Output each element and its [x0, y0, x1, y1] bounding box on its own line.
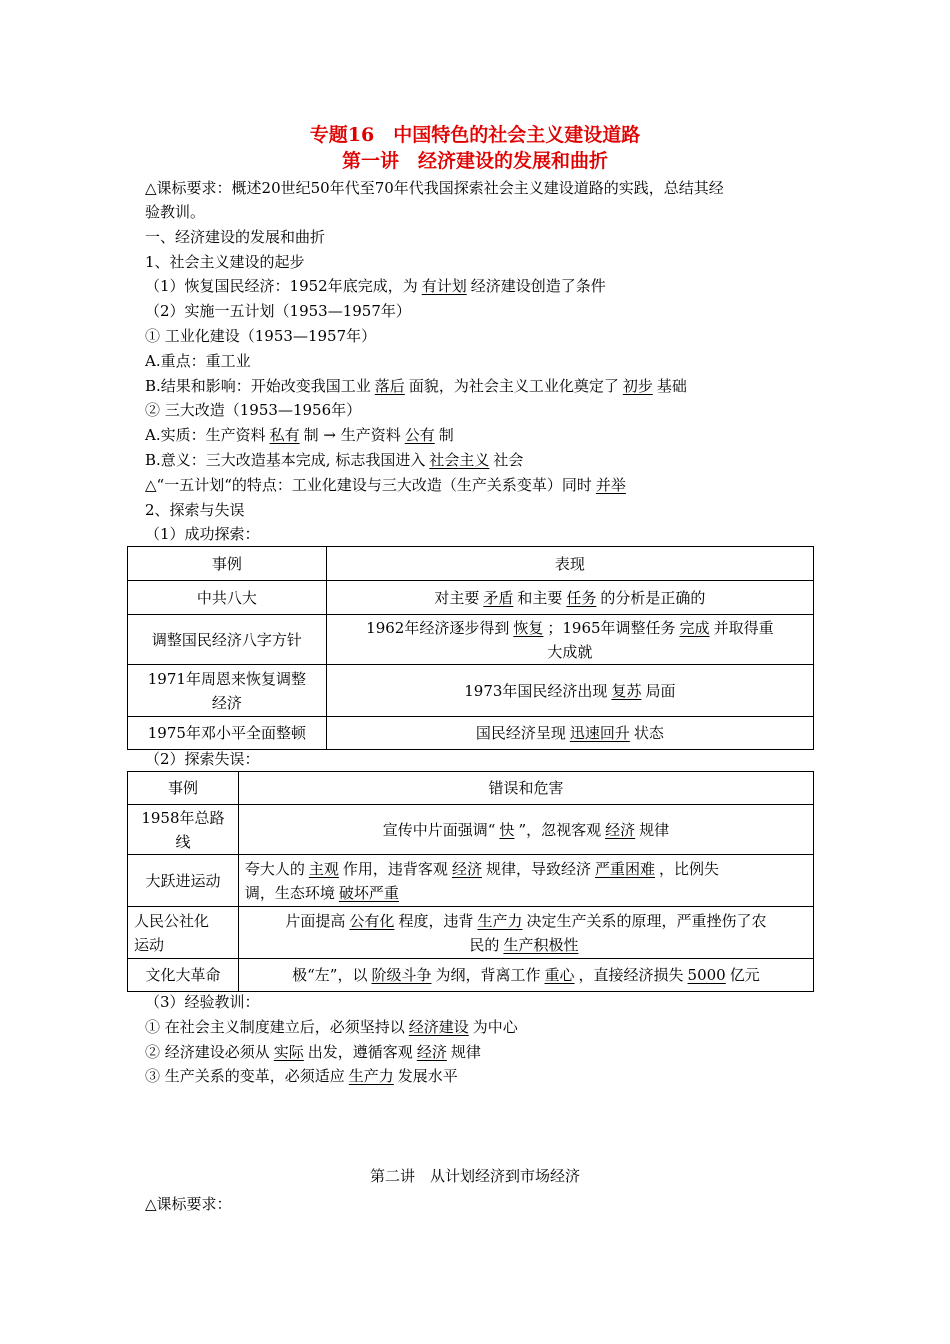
answer-blank: 生产力 — [348, 1067, 394, 1085]
answer-blank: 生产力 — [477, 911, 523, 930]
table-cell: 大跃进运动 — [128, 855, 239, 907]
curriculum-requirement: △课标要求：概述20世纪50年代至70年代我国探索社会主义建设道路的实践，总结其经 — [145, 179, 724, 197]
table-cell: 文化大革命 — [128, 959, 239, 992]
table-cell: 夸大人的 主观 作用，违背客观 经济 规律，导致经济 严重困难 ，比例失 调，生态环境 破坏严重 — [238, 855, 813, 907]
table-cell: 1975年邓小平全面整顿 — [128, 717, 327, 750]
answer-blank: 社会主义 — [429, 451, 490, 469]
answer-blank: 私有 — [269, 426, 300, 444]
item-three-transformations: ② 三大改造（1953—1956年） — [145, 401, 362, 419]
subsection-heading: 1、社会主义建设的起步 — [145, 253, 305, 271]
answer-blank: 实际 — [273, 1043, 304, 1061]
table-cell: 调整国民经济八字方针 — [128, 615, 327, 665]
lecture-title: 第一讲 经济建设的发展和曲折 — [341, 150, 608, 172]
table-cell: 1971年周恩来恢复调整 经济 — [128, 665, 327, 717]
answer-blank: 任务 — [566, 588, 597, 607]
table-row — [128, 615, 814, 665]
table-row — [128, 581, 814, 615]
answer-blank: 阶级斗争 — [371, 966, 432, 984]
success-table — [127, 546, 814, 750]
answer-blank: 公有化 — [349, 911, 395, 930]
table-header-cell: 错误和危害 — [238, 772, 813, 805]
topic-title: 专题16 中国特色的社会主义建设道路 — [309, 124, 641, 146]
item-five-year-plan: （2）实施一五计划（1953—1957年） — [145, 302, 411, 320]
answer-blank: 经济 — [451, 859, 482, 878]
table-cell: 1958年总路 线 — [128, 805, 239, 855]
answer-blank: 迅速回升 — [569, 724, 630, 742]
answer-blank: 复苏 — [611, 681, 642, 700]
table-header-cell: 事例 — [128, 547, 327, 581]
item-result: B.结果和影响：开始改变我国工业 落后 面貌，为社会主义工业化奠定了 初步 基础 — [145, 377, 687, 395]
table-row — [128, 805, 814, 855]
answer-blank: 5000 — [687, 966, 726, 984]
table-row — [128, 855, 814, 907]
table-cell: 片面提高 公有化 程度，违背 生产力 决定生产关系的原理，严重挫伤了农 民的 生产积极性 — [238, 907, 813, 959]
failure-table — [127, 771, 814, 992]
item-industrialization: ① 工业化建设（1953—1957年） — [145, 327, 377, 345]
answer-blank: 公有 — [404, 426, 435, 444]
lecture2-title: 第二讲 从计划经济到市场经济 — [369, 1167, 580, 1185]
success-label: （1）成功探索： — [145, 525, 260, 543]
answer-blank: 有计划 — [421, 277, 467, 295]
answer-blank: 初步 — [622, 377, 653, 395]
answer-blank: 经济建设 — [408, 1018, 469, 1036]
section-heading: 一、经济建设的发展和曲折 — [145, 228, 326, 246]
table-header-row — [128, 772, 814, 805]
answer-blank: 完成 — [679, 618, 710, 637]
table-header-row — [128, 547, 814, 581]
table-header-cell: 事例 — [128, 772, 239, 805]
curriculum-requirement-cont: 验教训。 — [145, 203, 206, 221]
lesson-item: ① 在社会主义制度建立后，必须坚持以 经济建设 为中心 — [145, 1018, 518, 1036]
item-feature: △“一五计划“的特点：工业化建设与三大改造（生产关系变革）同时 并举 — [145, 473, 630, 497]
answer-blank: 矛盾 — [483, 588, 514, 607]
lesson-item: ② 经济建设必须从 实际 出发，遵循客观 经济 规律 — [145, 1043, 481, 1061]
table-cell: 1973年国民经济出现 复苏 局面 — [326, 665, 813, 717]
answer-blank: 经济 — [605, 820, 636, 839]
failure-label: （2）探索失误： — [145, 750, 260, 768]
answer-blank: 落后 — [374, 377, 405, 395]
table-cell: 1962年经济逐步得到 恢复 ；1965年调整任务 完成 并取得重 大成就 — [326, 615, 813, 665]
item-significance: B.意义：三大改造基本完成, 标志我国进入 社会主义 社会 — [145, 451, 524, 469]
answer-blank: 经济 — [416, 1043, 447, 1061]
answer-blank: 快 — [499, 820, 515, 839]
table-cell: 人民公社化 运动 — [128, 907, 239, 959]
answer-blank: 恢复 — [513, 618, 544, 637]
table-row — [128, 665, 814, 717]
answer-blank: 严重困难 — [594, 859, 655, 878]
item-focus: A.重点：重工业 — [145, 352, 251, 370]
table-cell: 中共八大 — [128, 581, 327, 615]
table-row — [128, 907, 814, 959]
answer-blank: 破坏严重 — [338, 883, 399, 902]
answer-blank: 重心 — [544, 966, 575, 984]
table-cell: 极“左”，以 阶级斗争 为纲，背离工作 重心 ，直接经济损失 5000 亿元 — [238, 959, 813, 992]
item-restore-economy: （1）恢复国民经济：1952年底完成，为 有计划 经济建设创造了条件 — [145, 277, 606, 295]
item-essence: A.实质：生产资料 私有 制 → 生产资料 公有 制 — [145, 426, 454, 444]
lesson-item: ③ 生产关系的变革，必须适应 生产力 发展水平 — [145, 1067, 458, 1085]
answer-blank: 生产积极性 — [503, 935, 579, 954]
answer-blank: 并举 — [595, 476, 626, 494]
table-row — [128, 717, 814, 750]
table-cell: 宣传中片面强调“ 快 ”，忽视客观 经济 规律 — [238, 805, 813, 855]
lessons-label: （3）经验教训： — [145, 993, 260, 1011]
subsection-heading: 2、探索与失误 — [145, 501, 245, 519]
table-header-cell: 表现 — [326, 547, 813, 581]
lecture2-requirement: △课标要求： — [145, 1195, 232, 1213]
table-cell: 国民经济呈现 迅速回升 状态 — [326, 717, 813, 750]
answer-blank: 主观 — [308, 859, 339, 878]
table-cell: 对主要 矛盾 和主要 任务 的分析是正确的 — [326, 581, 813, 615]
table-row — [128, 959, 814, 992]
